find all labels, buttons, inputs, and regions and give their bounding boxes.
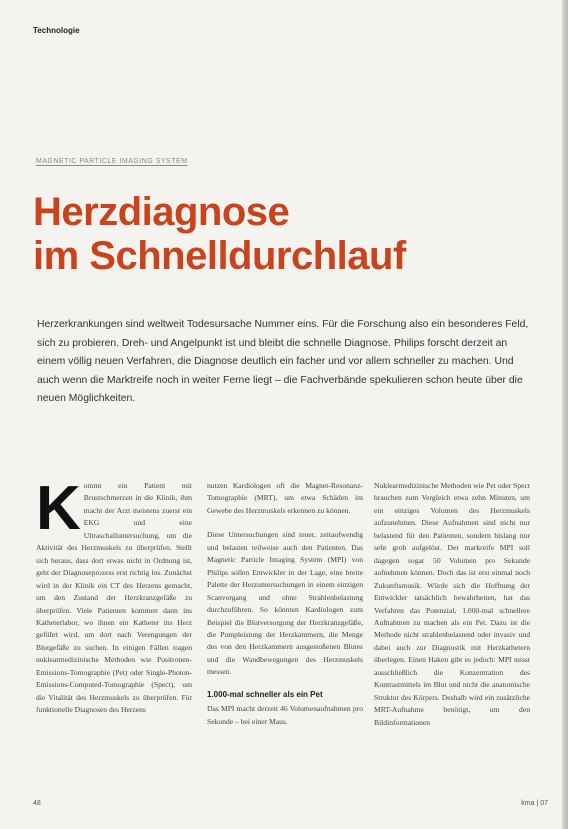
body-column-2 (207, 480, 363, 728)
column-2-paragraph-3: Das MPI macht derzeit 46 Volumenaufnahmen pro Sekunde – bei einer Maus. (207, 704, 363, 726)
column-1-text: ommt ein Patient mit Brustschmerzen in die Klinik, ihm macht der Arzt meistens zuerst ein EKG und eine Ultraschalluntersuchung, um die Aktivität des Herzmuskels zu überprüfen. Stellt sich heraus, dass dort etwas nicht in Ordnung ist, geht der Diagnoseprozess erst richtig los. Zunächst wird in der Klinik ein CT des Herzens gemacht, um den Zustand der Herzkranzgefäße zu überprüfen. Viele Patienten kommen dann ins Katheterlabor, wo ihnen ein Katheter ins Herz geführt wird, um dort nach Verengungen der Blutgefäße zu suchen. In einigen Fällen tragen nuklearmedizinische Methoden wie Positronen-Emissions-Tomographie (Pet) oder Single-Photon-Emissions-Computed-Tomographie (Spect), um die Vitalität des Herzmuskels zu überprüfen. Für funktionelle Diagnosen des Herzens (36, 481, 192, 715)
column-3-text: Nuklearmedizinische Methoden wie Pet oder Spect brauchen zum Vergleich etwa zehn Minuten, um ein einziges Volumen des Herzmuskels aufzunehmen. Diese Aufnahmen sind nicht nur belastend für den Patienten, sondern bislang nur sehr grob aufgelöst. Der markreife MPI soll dagegen sogar 50 Volumen pro Sekunde aufnehmen können. Doch das ist erst einmal noch Zukunftsmusik. Würde sich die Hoffnung der Entwickler tatsächlich bewahrheiten, hat das Verfahren das Potenzial, 1.000-mal schnellere Aufnahmen zu machen als ein Pet. Dazu ist die Methode nicht strahlenbelastend oder invasiv und dabei auch zur Diagnostik mit Herzkathetern überlegen. Einen Haken gibt es jedoch: MPI misst ausschließlich die Konzentration des Kontrastmittels im Blut und nicht die anatomische Struktur des Körpers. Deshalb wird ein zusätzliche MRT-Aufnahme benötigt, um den Bildinformationen (374, 481, 530, 727)
article-title-line1: Herzdiagnose (33, 190, 290, 234)
body-column-3 (374, 480, 530, 729)
article-title-line2: im Schnelldurchlauf (33, 234, 406, 278)
article-kicker: MAGNETIC PARTICLE IMAGING SYSTEM (36, 158, 188, 165)
page-number-right: kma | 07 (521, 800, 548, 807)
column-2-subhead: 1.000-mal schneller als ein Pet (207, 689, 323, 699)
drop-cap: K (36, 474, 81, 543)
column-2-paragraph-1: nutzen Kardiologen oft die Magnet-Resonanz-Tomographie (MRT), um etwa Schäden im Gewebe des Herzmuskels erkennen zu können. (207, 481, 363, 515)
column-2-paragraph-2: Diese Untersuchungen sind teuer, zeitaufwendig und belasten teilweise auch den Patienten. Das Magnetic Particle Imaging System (MPI) von Philips sollen Entwickler in der Lage, eine breite Palette der Herzuntersuchungen in einem einzigen Scanvorgang und ohne Strahlenbelastung durchzuführen. So könnten Kardiologen zum Beispiel die Blutversorgung der Herzkranzgefäße, die Pumpleistung der Herzkammern, die Menge des von den Herzkammern ausgestoßenen Blutes und die Wandbewegungen des Herzmuskels messen. (207, 530, 363, 677)
section-rubric: Technologie (33, 26, 80, 35)
article-lead: Herzerkrankungen sind weltweit Todesursache Nummer eins. Für die Forschung also ein besonderes Feld, sich zu probieren. Dreh- und Angelpunkt ist und bleibt die schnelle Diagnose. Philips forscht derzeit an einem völlig neuen Verfahren, die Diagnose deutlich ein facher und vor allem schneller zu machen. Und auch wenn die Marktreife noch in weiter Ferne liegt – die Fachverbände spekulieren schon heute über die neuen Möglichkeiten. (37, 319, 529, 405)
body-column-1 (36, 474, 192, 717)
article-title (33, 190, 406, 278)
page-number-left: 48 (33, 800, 41, 807)
page-spine-shadow (562, 0, 568, 829)
